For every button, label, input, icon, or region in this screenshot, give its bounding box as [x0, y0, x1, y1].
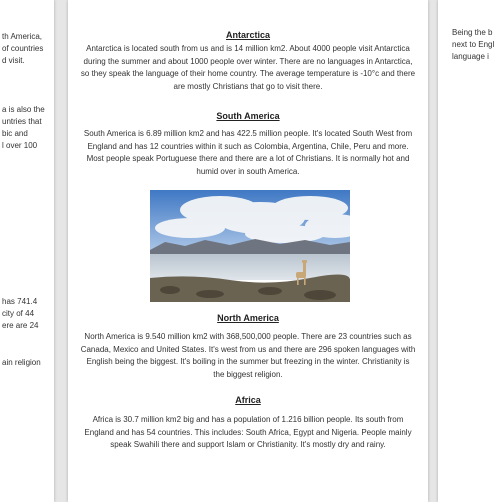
- text-line: ere are 24: [2, 321, 39, 330]
- text-line: th America,: [2, 32, 43, 41]
- right-text-fragment: [452, 27, 494, 63]
- section-text-south-america: South America is 6.89 million km2 and has 422.5 million people. It's located South West from England and has 12 countries within it such as Colombia, Argentina, Chile, Peru and more. Most people speak Portuguese there and there are a lot of Christians. It is normally hot and humid over in south America.: [83, 129, 413, 176]
- text-line: city of 44: [2, 309, 35, 318]
- text-line: has 741.4: [2, 297, 38, 306]
- section-text-north-america: North America is 9.540 million km2 with 368,500,000 people. There are 23 countries such as Canada, Mexico and United States. It's west from us and there are 296 spoken languages with English being the biggest. It's boiling in the summer but freezing in the winter. Christianity is the biggest religion.: [80, 332, 416, 379]
- section-text-africa: Africa is 30.7 million km2 big and has a population of 1.216 billion people. Its south from England and has 54 countries. This includes: South Africa, Egypt and Nigeria. People mainly speak Swahili there and support Islam or Christianity. It's mostly dry and rainy.: [84, 415, 412, 450]
- text-line: bic and: [2, 129, 28, 138]
- text-line: d visit.: [2, 56, 25, 65]
- section-heading-africa: Africa: [235, 395, 261, 405]
- landscape-image: [150, 190, 350, 302]
- left-text-fragment: [2, 104, 45, 152]
- text-line: Being the b: [452, 28, 493, 37]
- text-line: next to Engl: [452, 40, 495, 49]
- text-line: a is also the: [2, 105, 45, 114]
- document-page: [68, 0, 428, 502]
- landscape-photo: [150, 190, 350, 302]
- section-heading-north-america: North America: [217, 313, 279, 323]
- left-text-fragment: [2, 31, 43, 67]
- left-text-fragment: [2, 357, 41, 369]
- section-heading-south-america: South America: [216, 111, 280, 121]
- left-page: [0, 0, 54, 502]
- right-page: [438, 0, 500, 502]
- text-line: ain religion: [2, 358, 41, 367]
- text-line: untries that: [2, 117, 42, 126]
- section-text-antarctica: Antarctica is located south from us and is 14 million km2. About 4000 people visit Antarctica during the summer and about 1000 people over winter. There are no languages in Antarctica, so they speak the language of their home country. The average temperature is -10°c and there are mostly Christians that go to visit there.: [80, 44, 416, 91]
- text-line: language i: [452, 52, 489, 61]
- text-line: l over 100: [2, 141, 38, 150]
- lake: [150, 254, 350, 280]
- text-line: of countries: [2, 44, 44, 53]
- left-text-fragment: [2, 296, 38, 332]
- section-heading-antarctica: Antarctica: [225, 30, 270, 40]
